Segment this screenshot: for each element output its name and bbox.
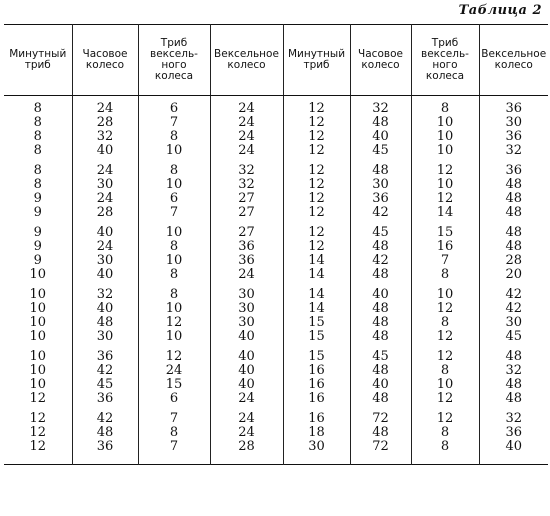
- table-cell: 7: [138, 116, 210, 130]
- table-cell: 10: [411, 178, 479, 192]
- table-cell: 12: [29, 425, 47, 440]
- table-cell: 12: [411, 330, 479, 344]
- table-cell: 45: [350, 220, 411, 240]
- table-cell: 10: [138, 254, 210, 268]
- table-cell: 12: [29, 439, 47, 454]
- table-cell: 12: [138, 316, 210, 330]
- table-cell: 6: [138, 96, 210, 117]
- table-cell: 24: [210, 116, 283, 130]
- table-cell: 8: [138, 282, 210, 302]
- table-cell: 40: [350, 130, 411, 144]
- table-cell: 8: [411, 440, 479, 454]
- table-cell: 10: [29, 287, 47, 302]
- table-cell: 8: [138, 130, 210, 144]
- table-cell: 7: [138, 440, 210, 454]
- table-cell: 36: [210, 240, 283, 254]
- column-header: Триб вексель- ного колеса: [138, 25, 210, 96]
- table-cell: 30: [350, 178, 411, 192]
- table-cell: 10: [411, 378, 479, 392]
- table-cell: 24: [210, 392, 283, 406]
- table-cell: 12: [411, 158, 479, 178]
- table-cell: 15: [283, 330, 350, 344]
- table-cell-empty: [72, 454, 138, 465]
- table-row: [4, 364, 548, 378]
- table-row: [4, 316, 548, 330]
- table-cell: 7: [138, 206, 210, 220]
- table-cell: 10: [29, 349, 47, 364]
- table-cell: 36: [210, 254, 283, 268]
- table-cell: 48: [72, 316, 138, 330]
- table-cell: 12: [138, 344, 210, 364]
- table-cell: 72: [350, 440, 411, 454]
- table-cell: 8: [33, 129, 42, 144]
- table-cell: 30: [210, 282, 283, 302]
- table-cell: 10: [138, 178, 210, 192]
- table-cell: 32: [479, 364, 548, 378]
- table-cell: 12: [283, 240, 350, 254]
- table-cell: 48: [479, 178, 548, 192]
- table-cell: 48: [479, 206, 548, 220]
- table-cell: 10: [29, 377, 47, 392]
- table-cell: 16: [283, 364, 350, 378]
- table-cell: 28: [72, 116, 138, 130]
- table-cell: 8: [138, 158, 210, 178]
- table-cell: 16: [283, 406, 350, 426]
- column-header: Триб вексель- ного колеса: [411, 25, 479, 96]
- table-cell: 8: [411, 268, 479, 282]
- table-cell: 45: [72, 378, 138, 392]
- table-cell: 28: [72, 206, 138, 220]
- table-cell: 12: [283, 192, 350, 206]
- table-cell: 30: [210, 316, 283, 330]
- table-cell: 36: [479, 96, 548, 117]
- table-cell: 15: [138, 378, 210, 392]
- table-cell: 12: [29, 411, 47, 426]
- table-cell: 36: [72, 392, 138, 406]
- table-body: [4, 96, 548, 465]
- table-cell: 27: [210, 206, 283, 220]
- table-cell: 12: [283, 96, 350, 117]
- table-row: [4, 392, 548, 406]
- table-cell-empty: [350, 454, 411, 465]
- column-header: Вексельное колесо: [210, 25, 283, 96]
- table-cell: 15: [411, 220, 479, 240]
- table-cell: 36: [72, 344, 138, 364]
- table-cell-empty: [411, 454, 479, 465]
- table-cell: 10: [411, 282, 479, 302]
- table-cell: 10: [411, 130, 479, 144]
- table-cell: 48: [350, 426, 411, 440]
- table-cell: 8: [411, 364, 479, 378]
- table-cell: 30: [479, 316, 548, 330]
- table-cell: 10: [29, 267, 47, 282]
- table-caption: Таблица 2: [458, 3, 542, 18]
- table-cell: 24: [210, 268, 283, 282]
- table-cell: 48: [350, 240, 411, 254]
- table-cell: 8: [33, 143, 42, 158]
- table-cell: 40: [210, 378, 283, 392]
- table-row: [4, 158, 548, 178]
- table-cell: 6: [138, 392, 210, 406]
- column-header: Вексельное колесо: [479, 25, 548, 96]
- table-cell: 12: [283, 220, 350, 240]
- table-cell: 10: [29, 329, 47, 344]
- column-header: Часовое колесо: [350, 25, 411, 96]
- table-cell: 8: [33, 177, 42, 192]
- table-cell: 42: [479, 302, 548, 316]
- table-cell: 36: [479, 158, 548, 178]
- table-cell: 12: [411, 392, 479, 406]
- table-row: [4, 130, 548, 144]
- table-cell: 40: [72, 268, 138, 282]
- table-cell: 12: [283, 116, 350, 130]
- table-row: [4, 116, 548, 130]
- table-row: [4, 96, 548, 117]
- header-row: [4, 25, 548, 96]
- table-row: [4, 254, 548, 268]
- table-row: [4, 240, 548, 254]
- table-row: [4, 268, 548, 282]
- table-cell: 20: [479, 268, 548, 282]
- table-cell: 24: [72, 240, 138, 254]
- table-cell: 40: [479, 440, 548, 454]
- table-cell: 27: [210, 220, 283, 240]
- table-cell: 10: [138, 330, 210, 344]
- table-cell: 48: [350, 316, 411, 330]
- table-row: [4, 378, 548, 392]
- table-bottom-padding: [4, 454, 548, 465]
- table-cell: 30: [72, 254, 138, 268]
- column-header: Минутный триб: [4, 25, 72, 96]
- table-cell: 8: [138, 268, 210, 282]
- table-cell: 32: [479, 144, 548, 158]
- table-cell: 12: [283, 206, 350, 220]
- table-cell-empty: [4, 454, 72, 465]
- table-cell: 9: [33, 239, 42, 254]
- table-cell: 7: [138, 406, 210, 426]
- table-cell: 42: [72, 364, 138, 378]
- table-cell: 8: [138, 426, 210, 440]
- table-cell: 14: [283, 254, 350, 268]
- column-header: Минутный триб: [283, 25, 350, 96]
- table-cell: 9: [33, 191, 42, 206]
- table-row: [4, 220, 548, 240]
- table-cell: 30: [479, 116, 548, 130]
- table-cell: 48: [350, 364, 411, 378]
- gear-table: [4, 24, 548, 465]
- table-cell: 8: [33, 163, 42, 178]
- table-cell: 40: [72, 220, 138, 240]
- table-cell: 16: [411, 240, 479, 254]
- table-cell: 12: [411, 344, 479, 364]
- table-cell: 48: [479, 240, 548, 254]
- table-cell: 24: [210, 426, 283, 440]
- table-cell: 40: [350, 282, 411, 302]
- table-cell: 10: [411, 144, 479, 158]
- table-cell: 14: [283, 282, 350, 302]
- table-cell-empty: [210, 454, 283, 465]
- table-cell: 30: [210, 302, 283, 316]
- table-cell: 10: [138, 220, 210, 240]
- table-cell: 48: [350, 116, 411, 130]
- table-cell: 8: [33, 101, 42, 116]
- table-row: [4, 302, 548, 316]
- table-cell: 42: [350, 206, 411, 220]
- table-cell: 8: [33, 115, 42, 130]
- table-cell: 48: [479, 378, 548, 392]
- table-cell: 27: [210, 192, 283, 206]
- table-cell: 32: [210, 158, 283, 178]
- table-row: [4, 144, 548, 158]
- table-cell: 32: [350, 96, 411, 117]
- table-cell: 24: [72, 192, 138, 206]
- table-row: [4, 406, 548, 426]
- table-row: [4, 426, 548, 440]
- table-cell: 28: [479, 254, 548, 268]
- table-cell: 48: [479, 344, 548, 364]
- table-cell: 48: [350, 330, 411, 344]
- table-cell: 15: [283, 316, 350, 330]
- table-cell: 24: [210, 96, 283, 117]
- table-cell: 30: [72, 178, 138, 192]
- table-row: [4, 178, 548, 192]
- table-cell: 18: [283, 426, 350, 440]
- table-cell-empty: [283, 454, 350, 465]
- table-cell: 42: [72, 406, 138, 426]
- table-cell: 48: [350, 392, 411, 406]
- table-cell: 30: [72, 330, 138, 344]
- table-cell: 9: [33, 205, 42, 220]
- table-cell: 16: [283, 378, 350, 392]
- table-cell: 7: [411, 254, 479, 268]
- table-cell: 24: [210, 130, 283, 144]
- table-cell: 40: [350, 378, 411, 392]
- table-cell: 48: [479, 192, 548, 206]
- table-cell: 8: [411, 426, 479, 440]
- table-cell: 48: [479, 220, 548, 240]
- table-cell-empty: [138, 454, 210, 465]
- table-cell: 48: [72, 426, 138, 440]
- table-cell: 45: [350, 144, 411, 158]
- table-cell: 40: [210, 330, 283, 344]
- table-cell: 24: [210, 144, 283, 158]
- table-cell: 15: [283, 344, 350, 364]
- table-cell: 10: [29, 315, 47, 330]
- table-cell: 40: [72, 302, 138, 316]
- table-cell: 14: [411, 206, 479, 220]
- table-cell: 24: [210, 406, 283, 426]
- table-cell: 12: [411, 302, 479, 316]
- table-cell: 14: [283, 268, 350, 282]
- table-row: [4, 440, 548, 454]
- table-cell: 36: [350, 192, 411, 206]
- table-cell: 30: [283, 440, 350, 454]
- table-cell: 24: [72, 96, 138, 117]
- table-cell: 10: [411, 116, 479, 130]
- table-row: [4, 206, 548, 220]
- table-cell: 16: [283, 392, 350, 406]
- table-cell: 14: [283, 302, 350, 316]
- table-cell: 9: [33, 225, 42, 240]
- table-cell: 45: [479, 330, 548, 344]
- table-cell: 12: [411, 406, 479, 426]
- table-cell: 12: [283, 158, 350, 178]
- column-header: Часовое колесо: [72, 25, 138, 96]
- table-cell: 28: [210, 440, 283, 454]
- table-cell: 8: [138, 240, 210, 254]
- table-cell: 6: [138, 192, 210, 206]
- table-cell: 12: [29, 391, 47, 406]
- table-cell: 12: [283, 144, 350, 158]
- table-cell: 32: [72, 130, 138, 144]
- table-cell: 12: [283, 178, 350, 192]
- table-cell: 48: [479, 392, 548, 406]
- table-cell: 42: [479, 282, 548, 302]
- table-cell: 8: [411, 316, 479, 330]
- table-cell: 10: [29, 301, 47, 316]
- table-cell-empty: [479, 454, 548, 465]
- table-cell: 48: [350, 158, 411, 178]
- table-cell: 24: [72, 158, 138, 178]
- table-cell: 40: [210, 364, 283, 378]
- table-cell: 32: [72, 282, 138, 302]
- table-cell: 42: [350, 254, 411, 268]
- table-cell: 32: [479, 406, 548, 426]
- table-cell: 10: [138, 144, 210, 158]
- table-row: [4, 344, 548, 364]
- table-cell: 10: [29, 363, 47, 378]
- table-cell: 9: [33, 253, 42, 268]
- table-cell: 40: [210, 344, 283, 364]
- table-cell: 36: [479, 426, 548, 440]
- table-cell: 10: [138, 302, 210, 316]
- table-cell: 48: [350, 302, 411, 316]
- table-row: [4, 192, 548, 206]
- table-cell: 12: [283, 130, 350, 144]
- table-cell: 45: [350, 344, 411, 364]
- table-cell: 8: [411, 96, 479, 117]
- table-cell: 40: [72, 144, 138, 158]
- table-cell: 32: [210, 178, 283, 192]
- table-cell: 48: [350, 268, 411, 282]
- table-cell: 36: [72, 440, 138, 454]
- table-cell: 72: [350, 406, 411, 426]
- table-cell: 12: [411, 192, 479, 206]
- table-row: [4, 282, 548, 302]
- table-cell: 24: [138, 364, 210, 378]
- table-cell: 36: [479, 130, 548, 144]
- table-row: [4, 330, 548, 344]
